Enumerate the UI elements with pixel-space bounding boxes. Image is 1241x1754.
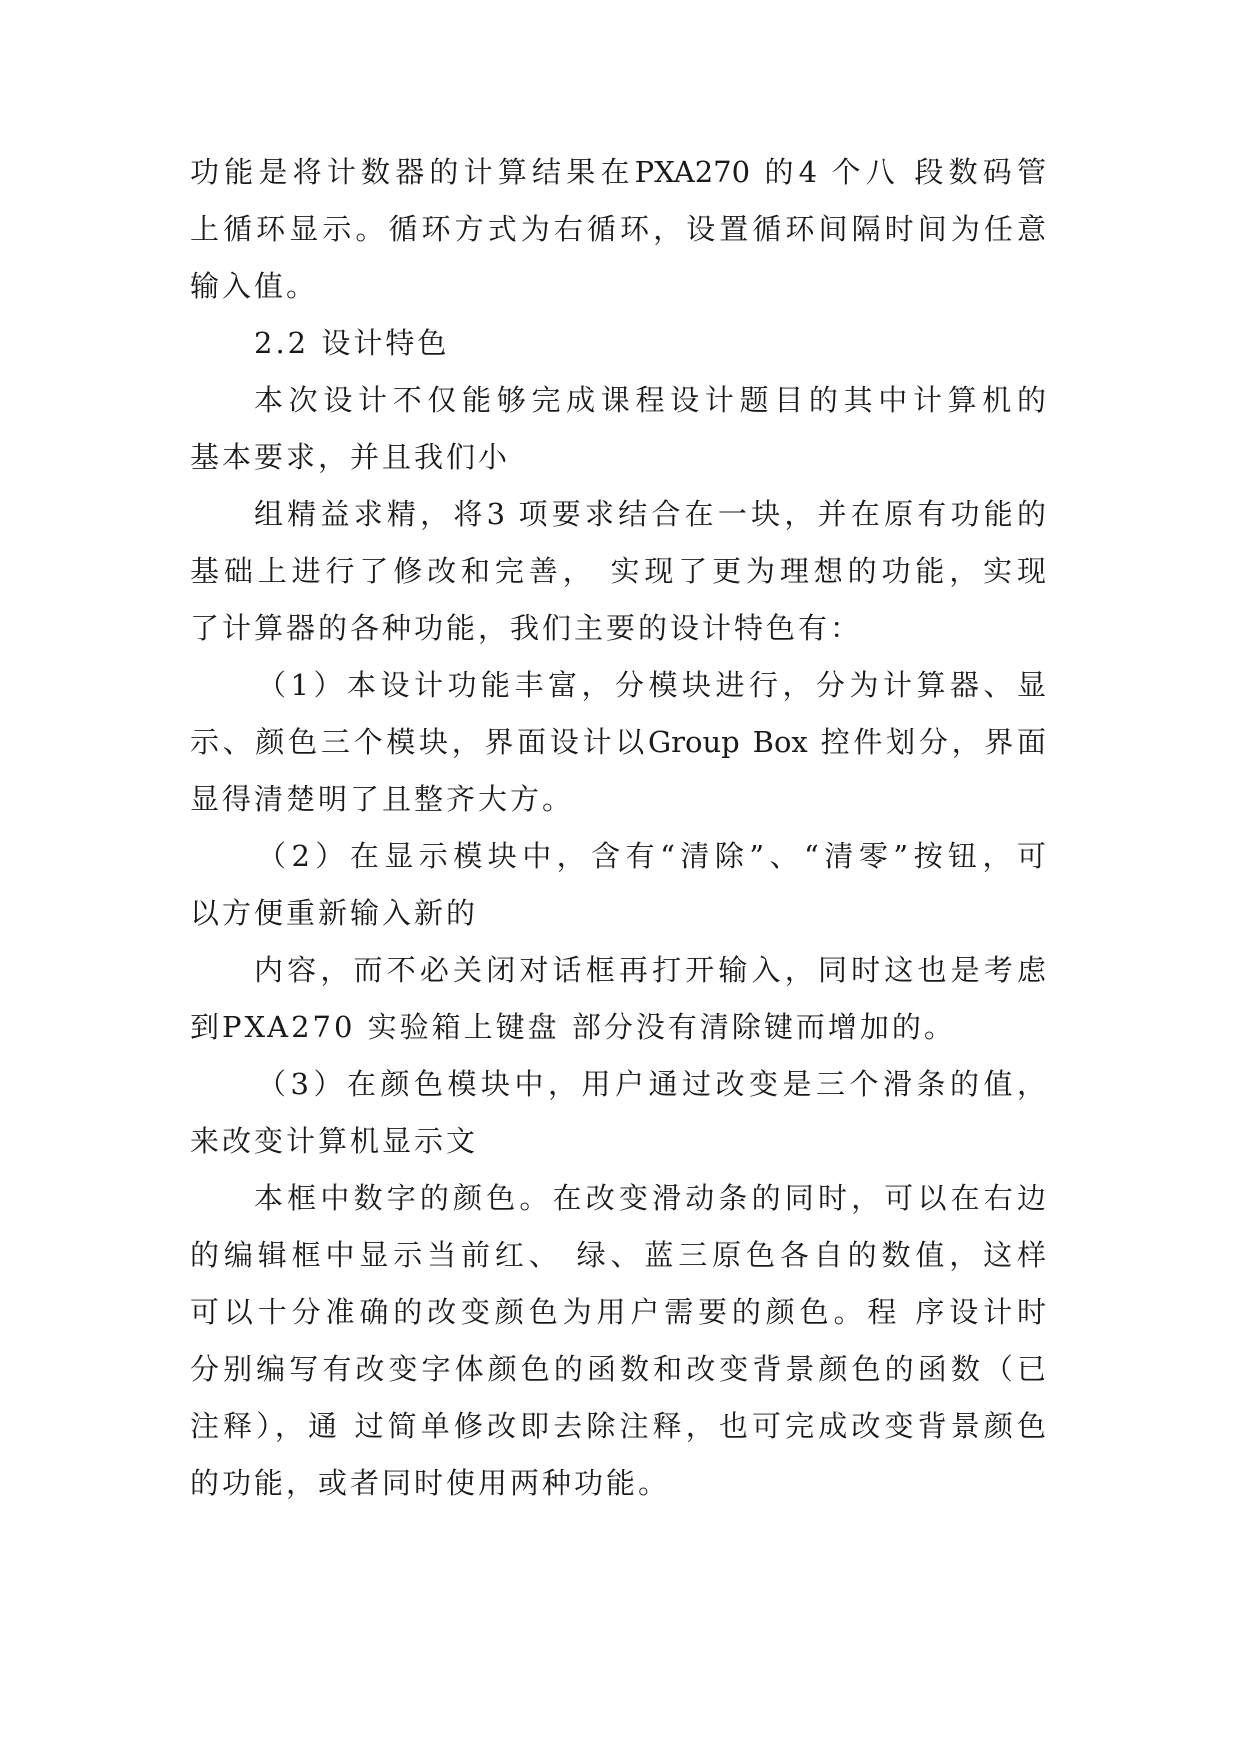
paragraph-line: 了计算器的各种功能，我们主要的设计特色有： — [190, 611, 863, 645]
paragraph-line: 来改变计算机显示文 — [190, 1124, 479, 1158]
paragraph-line: 显得清楚明了且整齐大方。 — [190, 782, 575, 816]
paragraph-line: 基础上进行了修改和完善， 实现了更为理想的功能，实现 — [190, 554, 1046, 588]
paragraph-line: 上循环显示。循环方式为右循环，设置循环间隔时间为任意 — [190, 212, 1046, 246]
paragraph-line: 本框中数字的颜色。在改变滑动条的同时，可以在右边 — [254, 1181, 1046, 1215]
paragraph-line: 分别编写有改变字体颜色的函数和改变背景颜色的函数（已 — [190, 1352, 1046, 1386]
paragraph-line: 示、颜色三个模块，界面设计以Group Box 控件划分，界面 — [190, 725, 1046, 759]
section-heading: 2.2 设计特色 — [254, 326, 450, 360]
paragraph-line: 输入值。 — [190, 269, 319, 303]
paragraph-line: 的编辑框中显示当前红、 绿、蓝三原色各自的数值，这样 — [190, 1238, 1046, 1272]
paragraph-line: （2）在显示模块中，含有“清除”、“清零”按钮，可 — [257, 839, 1046, 873]
paragraph-line: （1）本设计功能丰富，分模块进行，分为计算器、显 — [257, 668, 1046, 702]
paragraph-line: 功能是将计数器的计算结果在PXA270 的4 个八 段数码管 — [190, 155, 1046, 189]
paragraph-line: 以方便重新输入新的 — [190, 896, 479, 930]
paragraph-line: 内容，而不必关闭对话框再打开输入，同时这也是考虑 — [254, 953, 1046, 987]
paragraph-line: 本次设计不仅能够完成课程设计题目的其中计算机的 — [254, 383, 1046, 417]
paragraph-line: 基本要求，并且我们小 — [190, 440, 511, 474]
paragraph-line: 注释），通 过简单修改即去除注释，也可完成改变背景颜色 — [190, 1409, 1046, 1443]
paragraph-line: （3）在颜色模块中，用户通过改变是三个滑条的值， — [257, 1067, 1046, 1101]
paragraph-line: 到PXA270 实验箱上键盘 部分没有清除键而增加的。 — [190, 1010, 956, 1044]
paragraph-line: 的功能，或者同时使用两种功能。 — [190, 1466, 671, 1500]
paragraph-line: 组精益求精，将3 项要求结合在一块，并在原有功能的 — [254, 497, 1046, 531]
paragraph-line: 可以十分准确的改变颜色为用户需要的颜色。程 序设计时 — [190, 1295, 1046, 1329]
